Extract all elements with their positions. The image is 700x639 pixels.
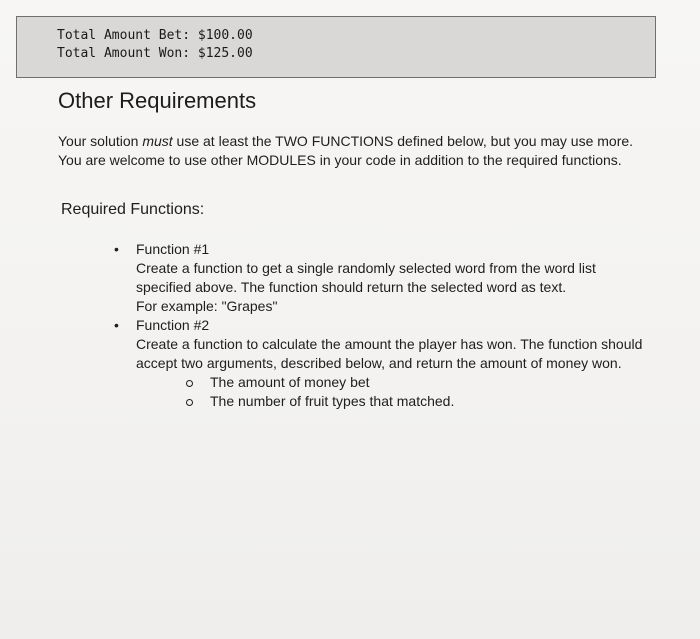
argument-text: The amount of money bet — [210, 374, 370, 390]
circle-bullet-icon — [186, 399, 193, 406]
circle-bullet-icon — [186, 380, 193, 387]
bullet-icon: • — [114, 317, 119, 333]
argument-text: The number of fruit types that matched. — [210, 393, 455, 409]
list-item-argument-1 — [184, 373, 650, 392]
intro-emphasis: must — [142, 133, 173, 149]
required-functions-heading: Required Functions: — [61, 201, 205, 218]
function-title: Function #1 — [136, 241, 210, 257]
function-description: Create a function to calculate the amount the player has won. The function should accept two arguments, described below, and return the amount of money won. — [136, 336, 643, 371]
argument-list — [136, 373, 650, 411]
list-item-argument-2 — [184, 392, 650, 411]
code-output-line-won: Total Amount Won: $125.00 — [57, 46, 253, 61]
function-list — [110, 240, 650, 411]
intro-text-start: Your solution — [58, 133, 143, 149]
code-output-box — [16, 16, 656, 78]
list-item-function-1 — [110, 240, 650, 316]
section-heading: Other Requirements — [58, 88, 257, 113]
function-title: Function #2 — [136, 317, 210, 333]
list-item-function-2 — [110, 316, 650, 411]
code-output-line-bet: Total Amount Bet: $100.00 — [57, 28, 253, 43]
function-example: For example: "Grapes" — [136, 298, 278, 314]
intro-text-end: use at least the TWO FUNCTIONS defined below, but you may use more. You are welcome to use other MODULES in your code in addition to the required functions. — [58, 133, 634, 168]
bullet-icon: • — [114, 241, 119, 257]
intro-paragraph — [58, 132, 658, 170]
function-description: Create a function to get a single randomly selected word from the word list specified above. The function should return the selected word as text. — [136, 260, 596, 295]
